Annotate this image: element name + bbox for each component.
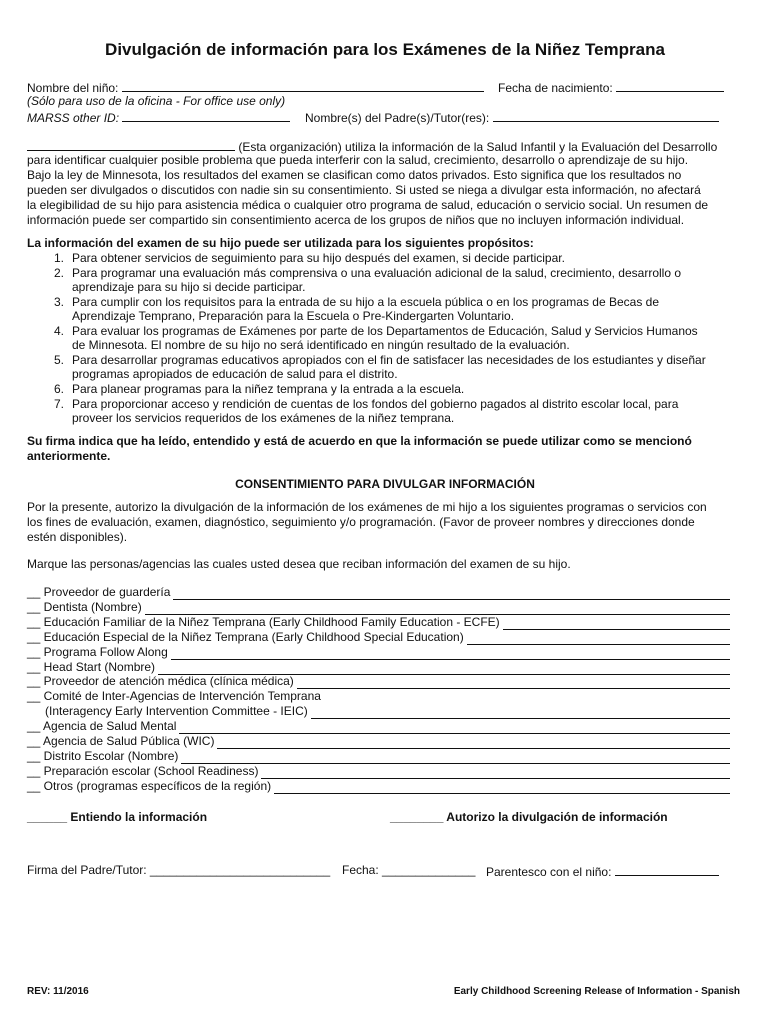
agency-field[interactable]	[179, 721, 730, 734]
purpose-item: 3. Para cumplir con los requisitos para la entrada de su hijo a la escuela pública o en los programas de Becas de	[53, 295, 660, 309]
intro-line: la elegibilidad de su hijo para asistencia médica o cualquier otro programa de salud, educación o servicio social. Un resumen de	[27, 198, 709, 212]
agency-row-school-readiness[interactable]: __ Preparación escolar (School Readiness)	[27, 764, 730, 779]
signature-note: anteriormente.	[27, 449, 111, 463]
consent-text: los fines de evaluación, examen, diagnóstico, seguimiento y/o programación. (Favor de proveer nombres y direcciones donde	[27, 515, 695, 529]
intro-line-suffix: (Esta organización) utiliza la información de la Salud Infantil y la Evaluación del Desarrollo	[238, 140, 718, 154]
parent-name-label: Nombre(s) del Padre(s)/Tutor(res):	[305, 111, 490, 125]
parent-name-row	[305, 109, 719, 126]
agency-row-school-district[interactable]: __ Distrito Escolar (Nombre)	[27, 749, 730, 764]
relation-field[interactable]	[615, 863, 719, 876]
purposes-heading: La información del examen de su hijo puede ser utilizada para los siguientes propósitos:	[27, 236, 534, 250]
organization-field[interactable]	[27, 138, 235, 151]
purpose-item-cont: de Minnesota. El nombre de su hijo no será identificado en ningún resultado de la evaluación.	[72, 338, 570, 352]
purpose-item: 4. Para evaluar los programas de Exámenes por parte de los Departamentos de Educación, Salud y Servicios Humanos	[53, 324, 698, 338]
purpose-item: 5. Para desarrollar programas educativos apropiados con el fin de satisfacer las necesidades de los estudiantes y diseñar	[53, 353, 706, 367]
purpose-item: 1. Para obtener servicios de seguimiento para su hijo después del examen, si decide participar.	[53, 251, 565, 265]
relation-label: Parentesco con el niño:	[486, 865, 612, 879]
consent-text: Por la presente, autorizo la divulgación de la información de los exámenes de mi hijo a los siguientes programas o servicios con	[27, 500, 707, 514]
child-name-field[interactable]	[122, 79, 484, 92]
agency-field[interactable]	[181, 751, 730, 764]
authorize-checkbox[interactable]: ________ Autorizo la divulgación de información	[390, 810, 668, 824]
purpose-item: 2. Para programar una evaluación más comprensiva o una evaluación adicional de la salud, crecimiento, desarrollo o	[53, 266, 682, 280]
agency-field[interactable]	[503, 617, 730, 630]
agency-row-ecse[interactable]: __ Educación Especial de la Niñez Temprana (Early Childhood Special Education)	[27, 630, 730, 645]
purpose-item-cont: aprendizaje para su hijo si decide participar.	[72, 280, 306, 294]
consent-text: estén disponibles).	[27, 530, 128, 544]
agency-field[interactable]	[173, 587, 730, 600]
agency-row-dentist[interactable]: __ Dentista (Nombre)	[27, 600, 730, 615]
child-name-label: Nombre del niño:	[27, 81, 119, 95]
dob-label: Fecha de nacimiento:	[498, 81, 613, 95]
consent-heading: CONSENTIMIENTO PARA DIVULGAR INFORMACIÓN	[235, 477, 535, 491]
agency-row-ieic-cont[interactable]: (Interagency Early Intervention Committee - IEIC)	[45, 704, 730, 719]
agency-row-ieic[interactable]: __ Comité de Inter-Agencias de Intervención Temprana	[27, 689, 321, 703]
purpose-item-cont: proveer los servicios requeridos de los exámenes de la niñez temprana.	[72, 411, 455, 425]
agency-field[interactable]	[467, 632, 730, 645]
signature-note: Su firma indica que ha leído, entendido y está de acuerdo en que la información se puede utilizar como se mencionó	[27, 434, 692, 448]
agency-field[interactable]	[297, 676, 730, 689]
agency-row-public-health[interactable]: __ Agencia de Salud Pública (WIC)	[27, 734, 730, 749]
revision-date: REV: 11/2016	[27, 986, 89, 997]
relation-row	[486, 863, 719, 880]
office-note: (Sólo para uso de la oficina - For office use only)	[27, 94, 286, 108]
intro-line: información puede ser compartido sin consentimiento acerca de los grupos de niños que no incluyen información individual.	[27, 213, 685, 227]
purpose-item-cont: Aprendizaje Temprano, Preparación para la Escuela o Pre-Kindergarten Voluntario.	[72, 309, 515, 323]
marss-field[interactable]	[122, 109, 290, 122]
purpose-item: 7. Para proporcionar acceso y rendición de cuentas de los fondos del gobierno pagados al distrito escolar local, para	[53, 397, 679, 411]
date-field[interactable]: Fecha: ______________	[342, 863, 476, 877]
agency-row-medical[interactable]: __ Proveedor de atención médica (clínica médica)	[27, 674, 730, 689]
agency-field[interactable]	[274, 781, 730, 794]
intro-line: para identificar cualquier posible problema que pueda interferir con la salud, crecimiento, desarrollo o aprendizaje de su hijo.	[27, 153, 689, 167]
intro-line: Bajo la ley de Minnesota, los resultados del examen se clasifican como datos privados. Esto significa que los resultados no	[27, 168, 682, 182]
dob-field[interactable]	[616, 79, 724, 92]
consent-instruction: Marque las personas/agencias las cuales usted desea que reciban información del examen de su hijo.	[27, 557, 571, 571]
parent-name-field[interactable]	[493, 109, 719, 122]
agency-field[interactable]	[145, 602, 730, 615]
agency-row-ecfe[interactable]: __ Educación Familiar de la Niñez Temprana (Early Childhood Family Education - ECFE)	[27, 615, 730, 630]
parent-signature-field[interactable]: Firma del Padre/Tutor: ___________________________	[27, 863, 331, 877]
agency-row-head-start[interactable]: __ Head Start (Nombre)	[27, 660, 730, 675]
agency-row-mental-health[interactable]: __ Agencia de Salud Mental	[27, 719, 730, 734]
agency-field[interactable]	[217, 736, 730, 749]
agency-field[interactable]	[311, 706, 730, 719]
marss-label: MARSS other ID:	[27, 111, 120, 125]
agency-row-daycare[interactable]: __ Proveedor de guardería	[27, 585, 730, 600]
dob-row	[498, 79, 724, 96]
purpose-item-cont: programas apropiados de educación de salud para el distrito.	[72, 367, 398, 381]
marss-row	[27, 109, 290, 126]
purpose-item: 6. Para planear programas para la niñez temprana y la entrada a la escuela.	[53, 382, 465, 396]
agency-row-follow-along[interactable]: __ Programa Follow Along	[27, 645, 730, 660]
agency-field[interactable]	[261, 766, 730, 779]
understand-checkbox[interactable]: ______ Entiendo la información	[27, 810, 208, 824]
agency-row-other[interactable]: __ Otros (programas específicos de la región)	[27, 779, 730, 794]
document-name: Early Childhood Screening Release of Information - Spanish	[453, 986, 740, 997]
agency-field[interactable]	[171, 647, 730, 660]
intro-line: pueden ser divulgados o discutidos con nadie sin su consentimiento. Si usted se niega a divulgar esta información, no afectará	[27, 183, 701, 197]
page-title: Divulgación de información para los Exámenes de la Niñez Temprana	[105, 40, 665, 59]
